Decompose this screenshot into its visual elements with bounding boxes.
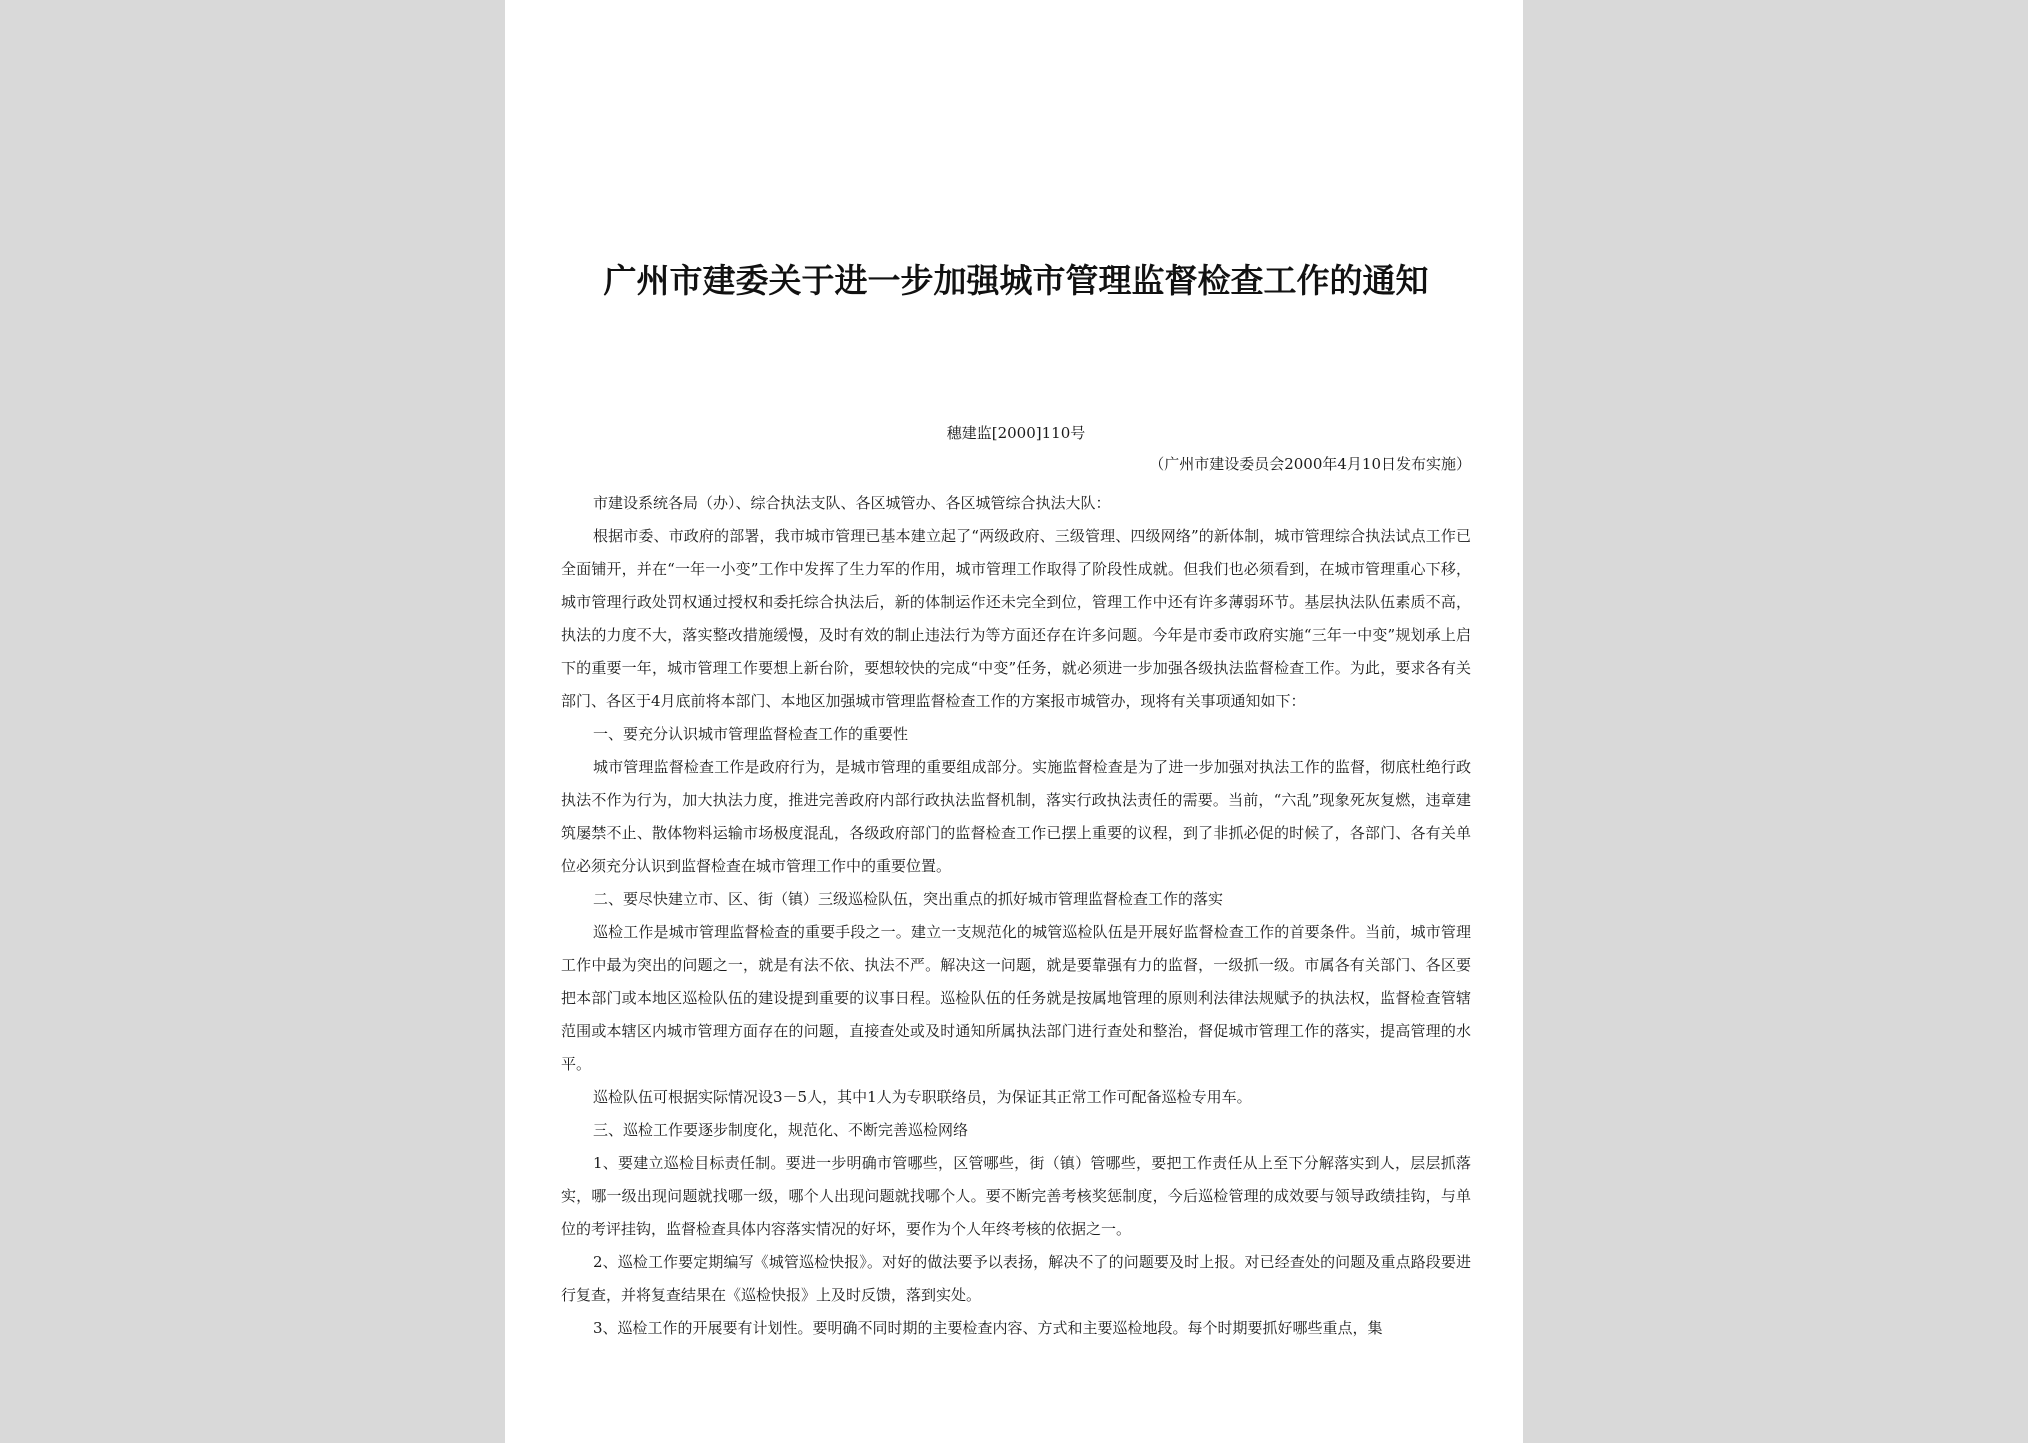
document-number: 穗建监[2000]110号	[946, 424, 1086, 442]
document-page	[505, 0, 1523, 1443]
paragraph: 1、要建立巡检目标责任制。要进一步明确市管哪些，区管哪些，街（镇）管哪些，要把工作责任从上至下分解落实到人，层层抓落实，哪一级出现问题就找哪一级，哪个人出现问题就找哪个人。要不断完善考核奖惩制度，今后巡检管理的成效要与领导政绩挂钩，与单位的考评挂钩，监督检查具体内容落实情况的好坏，要作为个人年终考核的依据之一。	[561, 1154, 1471, 1238]
section-heading: 三、巡检工作要逐步制度化，规范化、不断完善巡检网络	[593, 1121, 969, 1139]
paragraph: 2、巡检工作要定期编写《城管巡检快报》。对好的做法要予以表扬，解决不了的问题要及时上报。对已经查处的问题及重点路段要进行复查，并将复查结果在《巡检快报》上及时反馈，落到实处。	[561, 1253, 1471, 1304]
paragraph: 巡检队伍可根据实际情况设3－5人，其中1人为专职联络员，为保证其正常工作可配备巡检专用车。	[593, 1088, 1252, 1106]
paragraph: 城市管理监督检查工作是政府行为，是城市管理的重要组成部分。实施监督检查是为了进一步加强对执法工作的监督，彻底杜绝行政执法不作为行为，加大执法力度，推进完善政府内部行政执法监督机制，落实行政执法责任的需要。当前，“六乱”现象死灰复燃，违章建筑屡禁不止、散体物料运输市场极度混乱，各级政府部门的监督检查工作已摆上重要的议程，到了非抓必促的时候了，各部门、各有关单位必须充分认识到监督检查在城市管理工作中的重要位置。	[561, 758, 1471, 875]
section-heading: 一、要充分认识城市管理监督检查工作的重要性	[593, 725, 909, 743]
paragraph: 巡检工作是城市管理监督检查的重要手段之一。建立一支规范化的城管巡检队伍是开展好监督检查工作的首要条件。当前，城市管理工作中最为突出的问题之一，就是有法不依、执法不严。解决这一问题，就是要靠强有力的监督，一级抓一级。市属各有关部门、各区要把本部门或本地区巡检队伍的建设提到重要的议事日程。巡检队伍的任务就是按属地管理的原则利法律法规赋予的执法权，监督检查管辖范围或本辖区内城市管理方面存在的问题，直接查处或及时通知所属执法部门进行查处和整治，督促城市管理工作的落实，提高管理的水平。	[561, 923, 1471, 1073]
paragraph: 根据市委、市政府的部署，我市城市管理已基本建立起了“两级政府、三级管理、四级网络”的新体制，城市管理综合执法试点工作已全面铺开，并在“一年一小变”工作中发挥了生力军的作用，城市管理工作取得了阶段性成就。但我们也必须看到，在城市管理重心下移，城市管理行政处罚权通过授权和委托综合执法后，新的体制运作还未完全到位，管理工作中还有许多薄弱环节。基层执法队伍素质不高，执法的力度不大，落实整改措施缓慢，及时有效的制止违法行为等方面还存在许多问题。今年是市委市政府实施“三年一中变”规划承上启下的重要一年，城市管理工作要想上新台阶，要想较快的完成“中变”任务，就必须进一步加强各级执法监督检查工作。为此，要求各有关部门、各区于4月底前将本部门、本地区加强城市管理监督检查工作的方案报市城管办，现将有关事项通知如下：	[561, 527, 1471, 710]
document-body	[561, 487, 1471, 1345]
issuer-line: （广州市建设委员会2000年4月10日发布实施）	[1149, 455, 1471, 473]
paragraph-addressee: 市建设系统各局（办）、综合执法支队、各区城管办、各区城管综合执法大队：	[593, 494, 1111, 512]
section-heading: 二、要尽快建立市、区、街（镇）三级巡检队伍，突出重点的抓好城市管理监督检查工作的落实	[593, 890, 1224, 908]
document-title: 广州市建委关于进一步加强城市管理监督检查工作的通知	[603, 261, 1429, 300]
paragraph: 3、巡检工作的开展要有计划性。要明确不同时期的主要检查内容、方式和主要巡检地段。每个时期要抓好哪些重点，集	[593, 1319, 1383, 1337]
